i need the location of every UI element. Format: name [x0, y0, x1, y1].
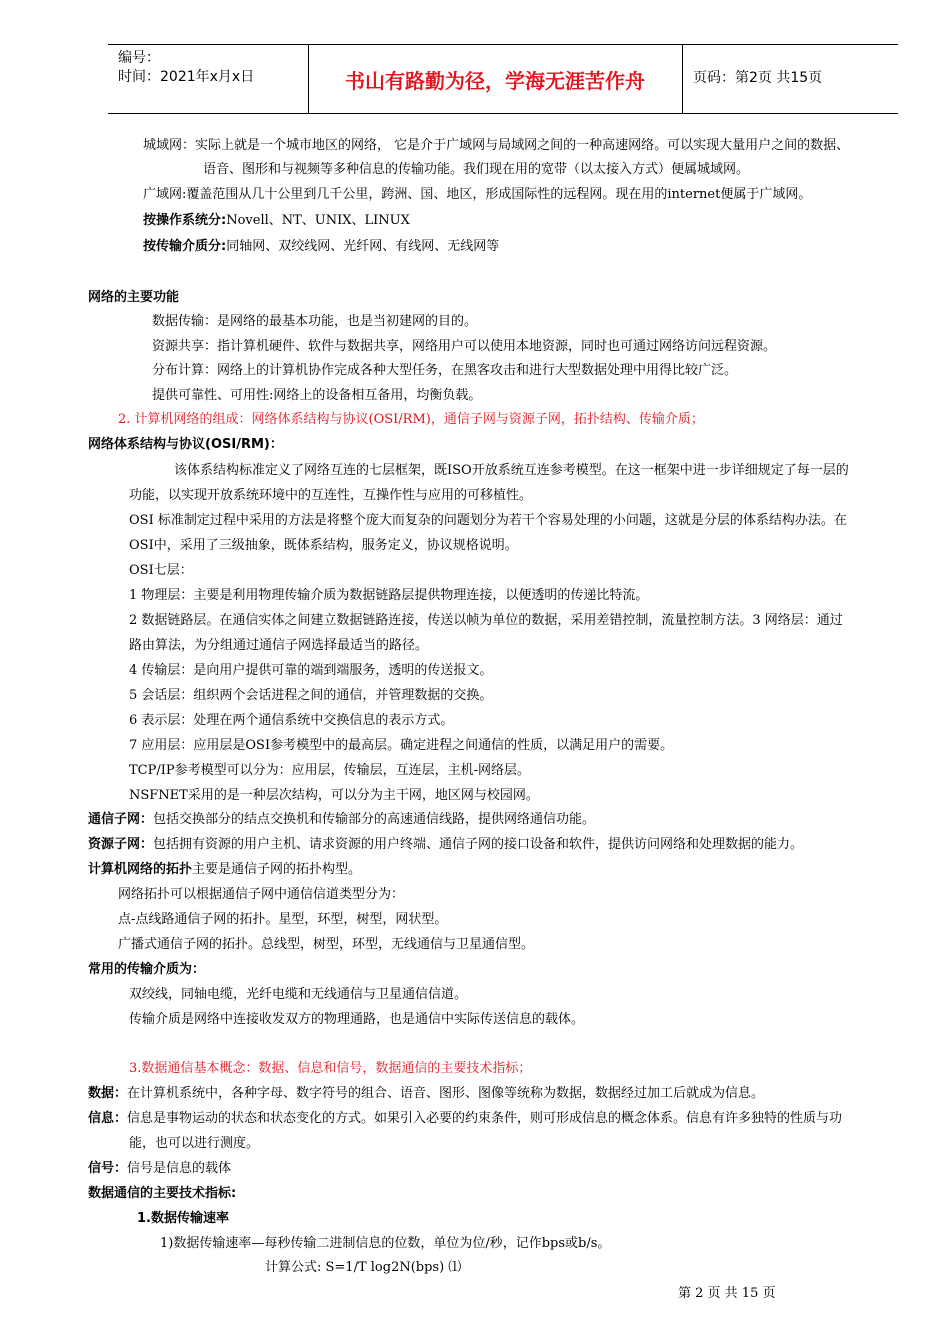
paragraph-line: 2 数据链路层。在通信实体之间建立数据链路连接，传送以帧为单位的数据，采用差错控制，流量控制方法。3 网络层：通过 — [129, 613, 843, 628]
paragraph-line: 7 应用层：应用层是OSI参考模型中的最高层。确定进程之间通信的性质，以满足用户的需要。 — [129, 738, 674, 753]
paragraph-line: OSI中，采用了三级抽象，既体系结构，服务定义，协议规格说明。 — [129, 538, 518, 553]
paragraph-text: 信号是信息的载体 — [127, 1161, 232, 1176]
definition-line — [88, 836, 803, 854]
paragraph-line: 路由算法，为分组通过通信子网选择最适当的路径。 — [129, 638, 429, 653]
paragraph-text: Novell、NT、UNIX、LINUX — [226, 213, 410, 228]
paragraph-line: OSI 标准制定过程中采用的方法是将整个庞大而复杂的问题划分为若干个容易处理的小问题，这就是分层的体系结构办法。在 — [129, 513, 847, 528]
paragraph-line: 资源共享：指计算机硬件、软件与数据共享，网络用户可以使用本地资源，同时也可通过网络访问远程资源。 — [152, 339, 777, 354]
code-label: 编号： — [118, 50, 160, 66]
header-meta — [118, 49, 254, 87]
paragraph-line: 广播式通信子网的拓扑。总线型，树型，环型，无线通信与卫星通信型。 — [118, 937, 535, 952]
subsection-heading: 1.数据传输速率 — [137, 1211, 229, 1226]
bold-label: 按传输介质分: — [143, 239, 227, 254]
paragraph-line: OSI七层： — [129, 563, 193, 578]
definition-line — [88, 1085, 764, 1103]
paragraph-text: 在计算机系统中，各种字母、数字符号的组合、语音、图形、图像等统称为数据，数据经过加工后就成为信息。 — [127, 1086, 765, 1101]
paragraph-line: 1 物理层：主要是利用物理传输介质为数据链路层提供物理连接，以便透明的传递比特流。 — [129, 588, 649, 603]
paragraph-line: 点-点线路通信子网的拓扑。星型，环型，树型，网状型。 — [118, 912, 448, 927]
bold-label: 资源子网： — [88, 837, 154, 852]
bold-label: 数据： — [88, 1086, 128, 1101]
paragraph-text: 主要是通信子网的拓扑构型。 — [192, 862, 362, 877]
paragraph-line: 能，也可以进行测度。 — [129, 1136, 260, 1151]
paragraph-line: 网络拓扑可以根据通信子网中通信信道类型分为： — [118, 887, 405, 902]
header-divider — [682, 45, 683, 113]
definition-line — [88, 811, 595, 829]
section-heading: 数据通信的主要技术指标: — [88, 1186, 237, 1201]
paragraph-line: 广域网:覆盖范围从几十公里到几千公里，跨洲、国、地区，形成国际性的远程网。现在用的internet便属于广域网。 — [143, 187, 812, 202]
paragraph-line: 传输介质是网络中连接收发双方的物理通路，也是通信中实际传送信息的载体。 — [129, 1012, 585, 1027]
section-heading: 常用的传输介质为： — [88, 962, 206, 977]
paragraph-line: 5 会话层：组织两个会话进程之间的通信，并管理数据的交换。 — [129, 688, 493, 703]
bold-label: 信号： — [88, 1161, 128, 1176]
section-heading: 网络的主要功能 — [88, 290, 180, 305]
paragraph-text: 包括拥有资源的用户主机、请求资源的用户终端、通信子网的接口设备和软件，提供访问网络和处理数据的能力。 — [153, 837, 804, 852]
paragraph-line: 4 传输层：是向用户提供可靠的端到端服务，透明的传送报文。 — [129, 663, 493, 678]
header-motto: 书山有路勤为径，学海无涯苦作舟 — [345, 68, 645, 93]
bold-label: 计算机网络的拓扑 — [88, 862, 193, 877]
paragraph-line: 6 表示层：处理在两个通信系统中交换信息的表示方式。 — [129, 713, 454, 728]
section-heading: 网络体系结构与协议(OSI/RM)： — [88, 437, 283, 452]
paragraph-line: 1)数据传输速率—每秒传输二进制信息的位数，单位为位/秒，记作bps或b/s。 — [160, 1236, 611, 1251]
bold-label: 通信子网： — [88, 812, 154, 827]
paragraph-line: 提供可靠性、可用性:网络上的设备相互备用，均衡负载。 — [152, 388, 482, 403]
paragraph-line: 数据传输：是网络的最基本功能，也是当初建网的目的。 — [152, 314, 478, 329]
paragraph-line: 语音、图形和与视频等多种信息的传输功能。我们现在用的宽带（以太接入方式）便属城域网。 — [203, 162, 750, 177]
classification-line — [143, 238, 499, 256]
paragraph-text: 同轴网、双绞线网、光纤网、有线网、无线网等 — [226, 239, 500, 254]
paragraph-text: 信息是事物运动的状态和状态变化的方式。如果引入必要的约束条件，则可形成信息的概念体系。信息有许多独特的性质与功 — [127, 1111, 843, 1126]
definition-line — [88, 1160, 231, 1178]
page-footer: 第 2 页 共 15 页 — [678, 1286, 776, 1301]
header-page-info: 页码：第2页 共15页 — [693, 70, 823, 86]
formula-line: 计算公式: S=1/T log2N(bps) ⑴ — [265, 1260, 462, 1275]
time-label: 时间：2021年x月x日 — [118, 69, 255, 85]
definition-line — [88, 1110, 842, 1128]
paragraph-line: 分布计算：网络上的计算机协作完成各种大型任务，在黑客攻击和进行大型数据处理中用得比较广泛。 — [152, 363, 738, 378]
paragraph-line: 城域网：实际上就是一个城市地区的网络， 它是介于广域网与局域网之间的一种高速网络。可以实现大量用户之间的数据、 — [143, 138, 850, 153]
section-title-red: 2. 计算机网络的组成：网络体系结构与协议(OSI/RM)，通信子网与资源子网，拓扑结构、传输介质； — [118, 412, 704, 427]
bold-label: 按操作系统分: — [143, 213, 227, 228]
definition-line — [88, 861, 361, 879]
paragraph-line: NSFNET采用的是一种层次结构，可以分为主干网，地区网与校园网。 — [129, 788, 539, 803]
paragraph-line: 功能，以实现开放系统环境中的互连性，互操作性与应用的可移植性。 — [129, 488, 533, 503]
paragraph-line: 该体系结构标准定义了网络互连的七层框架，既ISO开放系统互连参考模型。在这一框架中进一步详细规定了每一层的 — [174, 463, 849, 478]
paragraph-text: 包括交换部分的结点交换机和传输部分的高速通信线路，提供网络通信功能。 — [153, 812, 596, 827]
section-title-red: 3.数据通信基本概念：数据、信息和信号，数据通信的主要技术指标； — [129, 1061, 532, 1076]
bold-label: 信息： — [88, 1111, 128, 1126]
classification-line — [143, 212, 410, 230]
page-header — [108, 44, 898, 114]
paragraph-line: 双绞线，同轴电缆，光纤电缆和无线通信与卫星通信信道。 — [129, 987, 468, 1002]
paragraph-line: TCP/IP参考模型可以分为：应用层，传输层，互连层，主机-网络层。 — [129, 763, 531, 778]
